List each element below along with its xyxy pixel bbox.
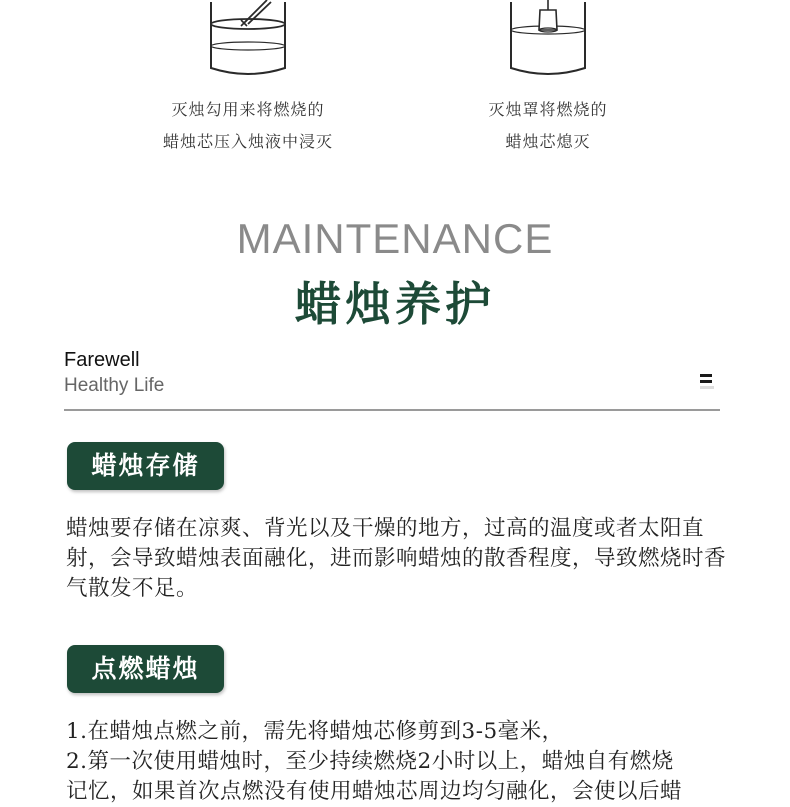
caption-line: 灭烛勾用来将燃烧的 [171,100,325,119]
menu-icon[interactable] [699,374,715,392]
section-title-chinese: 蜡烛养护 [295,277,495,331]
storage-paragraph: 蜡烛要存储在凉爽、背光以及干燥的地方，过高的温度或者太阳直射，会导致蜡烛表面融化，进而影响蜡烛的散香程度，导致燃烧时香气散发不足。 [66,516,727,601]
list-item: 记忆，如果首次点燃没有使用蜡烛芯周边均匀融化，会使以后蜡 [66,779,683,804]
lighting-instructions [66,717,736,807]
candle-snuffer-hook-icon [205,0,291,82]
brand-tagline: Healthy Life [64,375,165,396]
divider [64,409,720,411]
storage-section-badge: 蜡烛存储 [67,442,224,490]
snuffer-bell-caption [398,94,698,158]
candle-snuffer-bell-icon [505,0,591,82]
caption-line: 蜡烛芯熄灭 [505,132,591,151]
section-title-english: MAINTENANCE [236,215,554,262]
list-item: 1.在蜡烛点燃之前，需先将蜡烛芯修剪到3-5毫米， [66,719,564,744]
list-item: 2.第一次使用蜡烛时，至少持续燃烧2小时以上，蜡烛自有燃烧 [66,749,674,774]
lighting-section-badge: 点燃蜡烛 [67,645,224,693]
caption-line: 灭烛罩将燃烧的 [488,100,608,119]
caption-line: 蜡烛芯压入烛液中浸灭 [162,132,333,151]
snuffer-hook-caption [98,94,398,158]
brand-name: Farewell [64,349,140,371]
